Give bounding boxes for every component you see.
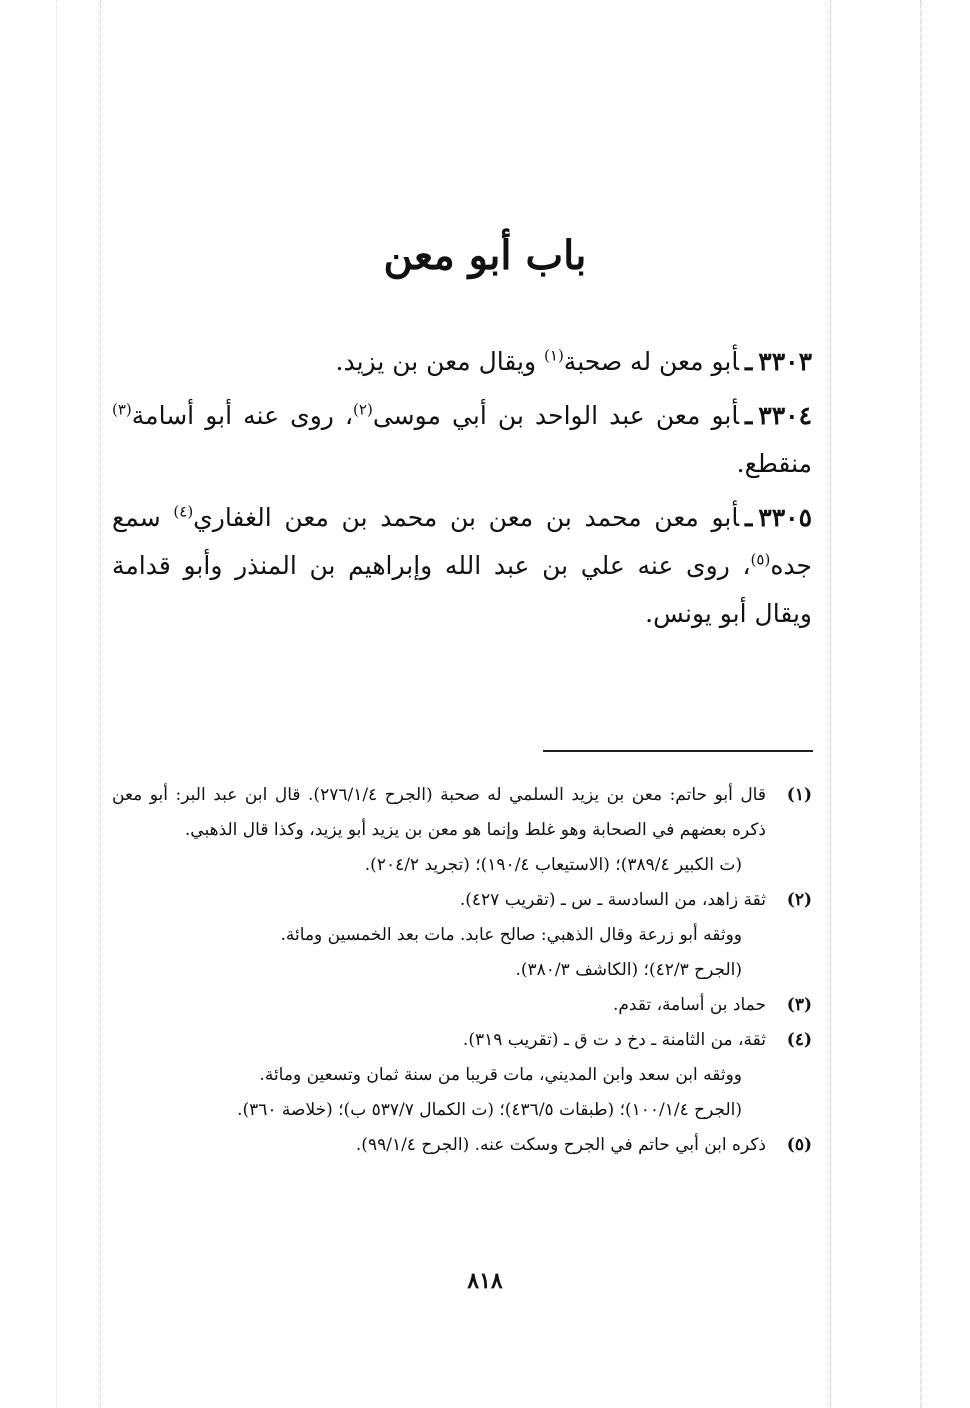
entry-dash: ـ <box>744 347 753 376</box>
footnote-citation: (الجرح ٤٢/٣)؛ (الكاشف ٣٨٠/٣). <box>515 960 742 980</box>
footnote-number: (٣) <box>786 995 812 1015</box>
entry-dash: ـ <box>744 401 753 430</box>
footnote-ref: (٢) <box>353 400 373 419</box>
page-number: ٨١٨ <box>467 1268 503 1294</box>
footnote-ref: (٤) <box>173 502 194 521</box>
footnotes-section <box>112 778 812 1163</box>
footnote-number: (٤) <box>786 1030 812 1050</box>
footnote-text: قال أبو حاتم: معن بن يزيد السلمي له صحبة (الجرح ٢٧٦/١/٤). قال ابن عبد البر: أبو معن ذكره بعضهم في الصحابة وهو غلط وإنما هو معن بن يزيد أبو يزيد، وكذا قال الذهبي. <box>112 785 766 840</box>
entry-number: ٣٣٠٥ <box>758 503 812 532</box>
footnote-number: (٥) <box>786 1135 812 1155</box>
entry-text: أبو معن له صحبة <box>563 347 739 376</box>
footnote-text: حماد بن أسامة، تقدم. <box>612 995 766 1015</box>
entries-list <box>112 338 812 644</box>
footnote-2 <box>112 883 812 988</box>
entry-dash: ـ <box>744 503 753 532</box>
entry-3305 <box>112 494 812 638</box>
entry-number: ٣٣٠٤ <box>758 401 812 430</box>
entry-text: أبو معن عبد الواحد بن أبي موسى <box>372 401 739 430</box>
entry-text: سمع جده <box>112 503 812 580</box>
footnote-text: ذكره ابن أبي حاتم في الجرح وسكت عنه. (الجرح ٩٩/١/٤). <box>355 1135 766 1155</box>
entry-3304 <box>112 392 812 488</box>
entry-number: ٣٣٠٣ <box>758 347 812 376</box>
footnote-ref: (٣) <box>112 400 132 419</box>
footnote-5 <box>112 1128 812 1163</box>
entry-text: منقطع. <box>736 449 812 478</box>
footnote-3 <box>112 988 812 1023</box>
footnote-citation: (الجرح ١٠٠/١/٤)؛ (طبقات ٤٣٦/٥)؛ (ت الكمال ٥٣٧/٧ ب)؛ (خلاصة ٣٦٠). <box>237 1100 742 1120</box>
entry-text: ويقال معن بن يزيد. <box>335 347 545 376</box>
footnote-1 <box>112 778 812 883</box>
scan-guide-line <box>920 0 921 1408</box>
footnote-note: ووثقه أبو زرعة وقال الذهبي: صالح عابد. مات بعد الخمسين ومائة. <box>280 925 742 945</box>
footnote-number: (١) <box>786 785 812 805</box>
footnote-number: (٢) <box>786 890 812 910</box>
footnote-4 <box>112 1023 812 1128</box>
footnote-citation: (ت الكبير ٣٨٩/٤)؛ (الاستيعاب ١٩٠/٤)؛ (تجريد ٢٠٤/٢). <box>364 855 742 875</box>
footnote-text: ثقة، من الثامنة ـ دخ د ت ق ـ (تقريب ٣١٩). <box>462 1030 766 1050</box>
entry-text: ، روى عنه علي بن عبد الله وإبراهيم بن المنذر وأبو قدامة ويقال أبو يونس. <box>112 551 812 628</box>
entry-text: أبو معن محمد بن معن بن محمد بن معن الغفاري <box>193 503 739 532</box>
footnote-ref: (٥) <box>750 550 771 569</box>
scan-guide-line <box>830 0 831 1408</box>
chapter-title: باب أبو معن <box>383 232 587 279</box>
footnote-note: ووثقه ابن سعد وابن المديني، مات قريبا من سنة ثمان وتسعين ومائة. <box>259 1065 742 1085</box>
footnote-divider <box>543 750 813 752</box>
footnote-ref: (١) <box>544 346 564 365</box>
entry-3303 <box>112 338 812 386</box>
scan-guide-line <box>100 0 101 1408</box>
entry-text: ، روى عنه أبو أسامة <box>131 401 354 430</box>
scan-guide-line <box>56 0 57 1408</box>
footnote-text: ثقة زاهد، من السادسة ـ س ـ (تقريب ٤٢٧). <box>459 890 766 910</box>
